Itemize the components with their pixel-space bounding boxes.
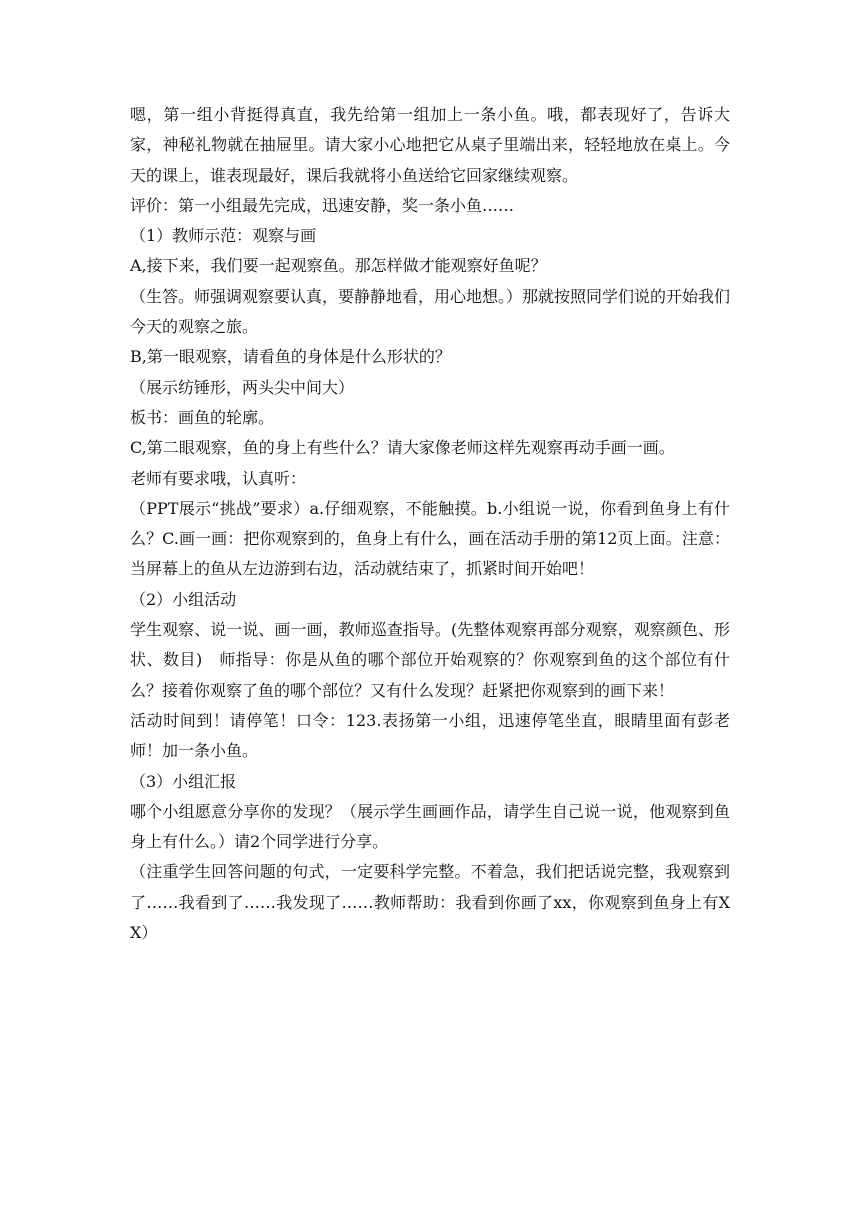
- paragraph-step-c: C,第二眼观察，鱼的身上有些什么？请大家像老师这样先观察再动手画一画。: [130, 438, 675, 458]
- paragraph-requirements-intro: 老师有要求哦，认真听：: [130, 468, 307, 488]
- document-body: [130, 100, 730, 948]
- paragraph-praise-group: 嗯，第一组小背挺得真直，我先给第一组加上一条小鱼。哦，都表现好了，告诉大家，神秘礼物就在抽屉里。请大家小心地把它从桌子里端出来，轻轻地放在桌上。今天的课上，谁表现最好，课后我就将小鱼送给它回家继续观察。: [130, 105, 730, 185]
- paragraph-answer-format: （注重学生回答问题的句式，一定要科学完整。不着急，我们把话说完整，我观察到了……我看到了……我发现了……教师帮助：我看到你画了xx，你观察到鱼身上有XX）: [130, 862, 730, 943]
- heading-group-activity: （2）小组活动: [130, 589, 237, 609]
- paragraph-step-a: A,接下来，我们要一起观察鱼。那怎样做才能观察好鱼呢？: [130, 256, 547, 276]
- paragraph-ppt-challenge: （PPT展示“挑战”要求）a.仔细观察，不能触摸。b.小组说一说，你看到鱼身上有什么？C.画一画：把你观察到的，鱼身上有什么，画在活动手册的第12页上面。注意：当屏幕上的鱼从左边游到右边，活动就结束了，抓紧时间开始吧！: [130, 498, 730, 579]
- paragraph-student-answer: （生答。师强调观察要认真，要静静地看，用心地想。）那就按照同学们说的开始我们今天的观察之旅。: [130, 286, 731, 337]
- paragraph-show-shape: （展示纺锤形，两头尖中间大）: [130, 377, 355, 397]
- paragraph-time-up: 活动时间到！请停笔！口令：123.表扬第一小组，迅速停笔坐直，眼睛里面有彭老师！加一条小鱼。: [130, 710, 730, 761]
- paragraph-student-observation: 学生观察、说一说、画一画，教师巡查指导。(先整体观察再部分观察，观察颜色、形状、数目) 师指导：你是从鱼的哪个部位开始观察的？你观察到鱼的这个部位有什么？接着你观察了鱼的哪个部位？又有什么发现？赶紧把你观察到的画下来！: [130, 620, 730, 700]
- paragraph-step-b: B,第一眼观察，请看鱼的身体是什么形状的？: [130, 347, 451, 367]
- paragraph-board-writing: 板书：画鱼的轮廓。: [130, 407, 275, 427]
- paragraph-evaluation: 评价：第一小组最先完成，迅速安静，奖一条小鱼……: [130, 195, 515, 215]
- paragraph-share-findings: 哪个小组愿意分享你的发现？（展示学生画画作品，请学生自己说一说，他观察到鱼身上有什么。）请2个同学进行分享。: [130, 801, 730, 852]
- heading-group-report: （3）小组汇报: [130, 771, 237, 791]
- heading-teacher-demo: （1）教师示范：观察与画: [130, 226, 317, 246]
